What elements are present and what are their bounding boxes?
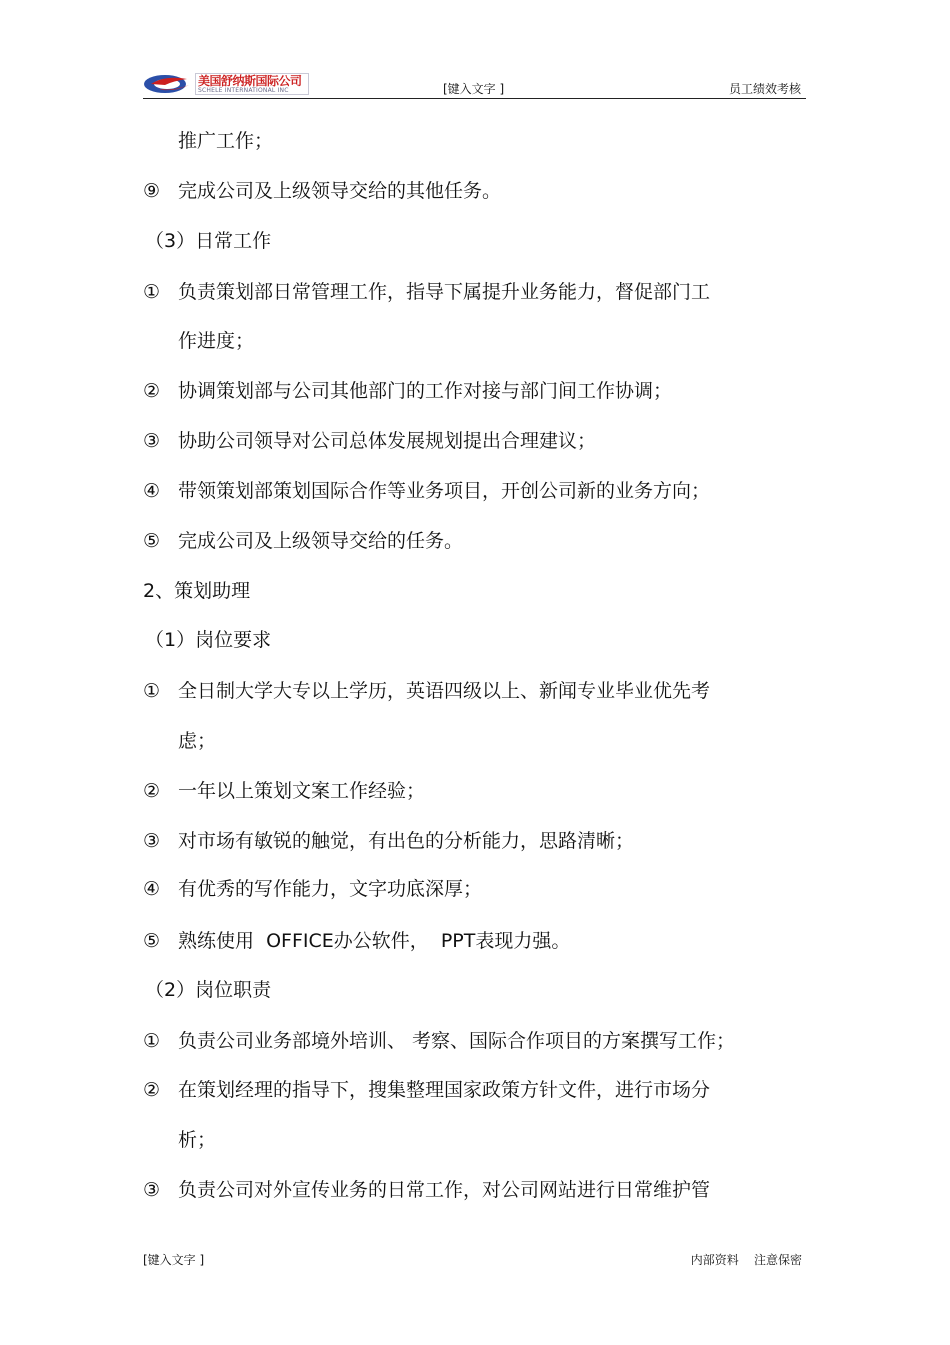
list-item-text: 协助公司领导对公司总体发展规划提出合理建议； [178,430,597,452]
list-item-text: 有优秀的写作能力，文字功底深厚； [178,878,483,900]
list-item-text: 全日制大学大专以上学历，英语四级以上、新闻专业毕业优先考 [178,680,711,702]
list-number: ③ [143,430,161,452]
list-number: ④ [143,480,161,502]
company-logo-icon [143,73,193,95]
list-item-text: 协调策划部与公司其他部门的工作对接与部门间工作协调； [178,380,673,402]
list-item-text: 负责公司业务部境外培训、 考察、国际合作项目的方案撰写工作； [178,1030,736,1052]
list-item-text: 熟练使用 OFFICE办公软件， PPT表现力强。 [178,930,571,952]
footer-placeholder-text: [键入文字 ] [143,1253,205,1267]
list-item-text: 完成公司及上级领导交给的任务。 [178,530,464,552]
list-number: ⑤ [143,530,161,552]
list-item-continuation: 虑； [178,730,217,752]
subsection-heading: （2）岗位职责 [145,979,272,1001]
header-document-title: 员工绩效考核 [728,82,801,96]
subsection-heading: （1）岗位要求 [145,629,272,651]
list-number: ② [143,780,161,802]
logo-english-name: SCHELE INTERNATIONAL INC [198,87,289,94]
logo-wordmark [195,73,309,95]
list-item-continuation: 析； [178,1129,217,1151]
list-item-continuation: 作进度； [178,330,255,352]
list-item-text: 对市场有敏锐的触觉，有出色的分析能力，思路清晰； [178,830,635,852]
list-item-text: 带领策划部策划国际合作等业务项目，开创公司新的业务方向； [178,480,711,502]
list-item-text: 在策划经理的指导下，搜集整理国家政策方针文件，进行市场分 [178,1079,711,1101]
section-heading: 2、策划助理 [143,580,251,602]
list-number: ① [143,1030,161,1052]
page-header [143,70,806,99]
list-item-text: 负责公司对外宣传业务的日常工作，对公司网站进行日常维护管 [178,1179,711,1201]
list-number: ⑨ [143,180,161,202]
list-number: ② [143,1079,161,1101]
list-number: ④ [143,878,161,900]
list-number: ③ [143,1179,161,1201]
list-number: ③ [143,830,161,852]
list-item-text: 一年以上策划文案工作经验； [178,780,426,802]
footer-confidential-note: 内部资料 注意保密 [690,1253,802,1267]
paragraph-line: 推广工作； [178,130,274,152]
list-item-text: 负责策划部日常管理工作，指导下属提升业务能力，督促部门工 [178,281,711,303]
header-placeholder-text: [键入文字 ] [443,82,505,96]
list-number: ① [143,680,161,702]
company-logo [143,72,311,96]
list-item-text: 完成公司及上级领导交给的其他任务。 [178,180,502,202]
logo-chinese-name: 美国舒纳斯国际公司 [198,74,302,88]
list-number: ⑤ [143,930,161,952]
list-number: ② [143,380,161,402]
list-number: ① [143,281,161,303]
section-heading: （3）日常工作 [145,230,272,252]
